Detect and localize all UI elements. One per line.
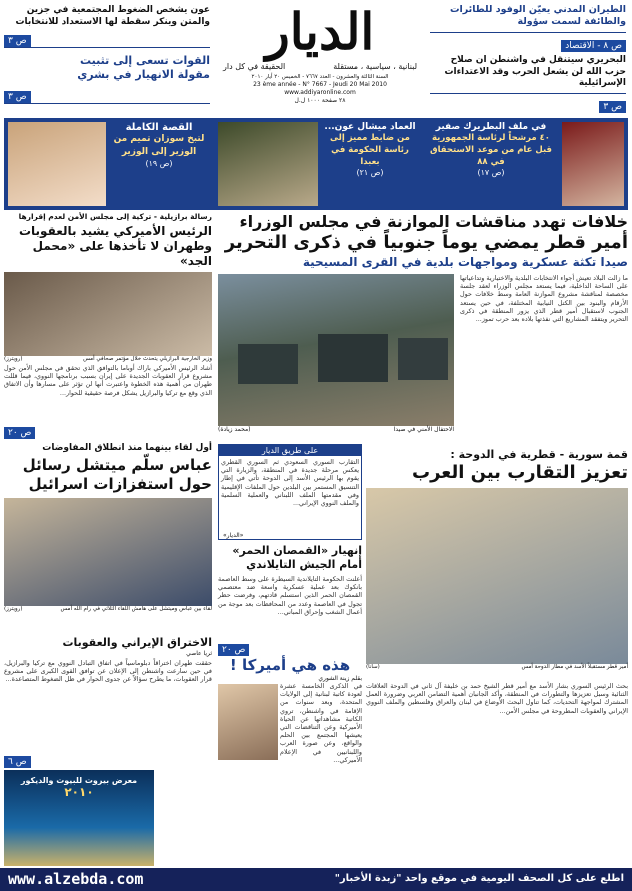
promo-aoun-page: (ص ٢١) — [356, 168, 384, 177]
top-left-block — [4, 4, 210, 108]
promo-aoun-body: من ضابط مميز إلى رئاسة الحكومة في بعبدا — [330, 133, 410, 167]
thai-headline[interactable]: إنهيار «القمصان الحمر» أمام الجيش التايلاندي — [232, 544, 362, 571]
masthead — [215, 0, 425, 118]
abbas-headline[interactable]: عباس سلّم ميتشل رسائل حول استفزازات اسرائيل — [22, 456, 212, 493]
iran-byline: ثريا عاصي — [186, 650, 212, 657]
thai-story — [218, 544, 362, 655]
abbas-story — [4, 442, 212, 632]
masthead-logo[interactable]: الديار — [265, 2, 375, 61]
lead-photo-credit: (محمد زيادة) — [218, 426, 251, 433]
lead-story — [218, 212, 628, 440]
lead-body: ما زالت البلاد تعيش أجواء الانتخابات البلدية والاختيارية وتداعياتها على الساحة الداخلية، فيما يستعد مجلس الوزراء لعقد جلسة مخصصة لمناقشة مشروع الموازنة العامة وسط خلافات حول الأرقام والبنود بين الكتل النيابية المختلفة، في حين يستعد الجنوب لاستقبال أمير قطر الذي يزور المنطقة في ذكرى التحرير ويتفقد المشاريع التي نفذتها بلاده بعد حرب تموز... — [460, 274, 628, 324]
masthead-subtitle: لبنانية ، سياسية ، مستقلة — [333, 62, 417, 71]
iran-page-tag[interactable]: ص ٦ — [4, 756, 31, 768]
footer-tagline: اطلع على كل الصحف اليومية في موقع واحد "زبدة الأخبار" — [334, 873, 624, 884]
website[interactable]: www.addiyaronline.com — [284, 89, 356, 96]
syria-photo-caption: أمير قطر مستقبلاً الأسد في مطار الدوحة أمس — [521, 664, 628, 670]
top-left-headline1b[interactable]: والمتن وينكر سقطة لها الاستعداد للانتخابات — [15, 17, 210, 27]
america-body: في الذكرى الخامسة عشرة لعودة كاتبة لبنانية إلى الولايات المتحدة، وبعد سنوات من الإقامة في واشنطن، تروي الكاتبة مشاهداتها عن الحياة الأميركية وعن التناقضات التي يعيشها المجتمع بين الحلم والواقع، وعن صورة العرب واللبنانيين في الإعلام الأميركي... — [280, 682, 362, 764]
top-right-headline1[interactable]: الطيران المدني يعيّن الوفود للطائرات — [449, 4, 626, 15]
top-left-headline2b[interactable]: مقولة الانهيار في بشري — [77, 68, 210, 81]
editorial-title[interactable]: على طريق الديار — [219, 445, 361, 456]
top-right-headline2[interactable]: البحريري سيتنقل في واشنطن ان صلاح حزب الله لن يشعل الحرب وقد الاعتداءات الإسرائيلية — [444, 55, 626, 88]
promo-aoun-photo — [218, 122, 318, 206]
left-body: أشاد الرئيس الأميركي باراك أوباما بالتوافق الذي تحقق في مجلس الأمن حول مشروع قرار العقوبات الجديدة على إيران بسبب برنامجها النووي، فيما قللت طهران من أهمية هذه الخطوة واعتبرت أنها لن تؤثر على مسارها وأن الاتفاق الذي وقع مع تركيا والبرازيل يشكل فرصة حقيقية للحوار... — [4, 364, 212, 397]
promo-suzanne-photo — [8, 122, 106, 206]
masthead-tagline: الحقيقة في كل دار — [223, 62, 286, 71]
footer-bar[interactable] — [0, 868, 632, 891]
left-story — [4, 212, 212, 438]
footer-url[interactable]: www.alzebda.com — [8, 870, 144, 888]
left-page-tag[interactable]: ص ٢٠ — [4, 427, 35, 439]
editorial-body: التقارب السوري السعودي ثم السوري القطري يعكس مرحلة جديدة في المنطقة، والزيارة التي يقوم بها الرئيس الأسد إلى الدوحة تأتي في إطار التنسيق المستمر بين البلدين حول الملفات الإقليمية وفي مقدمتها الملف اللبناني والعملية السلمية والملف النووي الإيراني... — [221, 458, 359, 508]
lead-photo[interactable] — [218, 274, 454, 426]
top-right-page-tag[interactable]: ص ٣ — [599, 101, 626, 113]
america-story — [218, 656, 362, 842]
ad-title: معرض بيروت للبيوت والديكور — [20, 776, 138, 785]
lead-headline2[interactable]: أمير قطر يمضي يوماً جنوبياً في ذكرى التحرير — [224, 232, 628, 253]
left-photo-credit: (رويترز) — [4, 356, 23, 362]
promo-suzanne-body: لتبخ سوزان تميم من الوزير إلى الوزير — [113, 134, 205, 157]
lead-headline3[interactable]: صيدا تكثة عسكرية ومواجهات بلدية في القرى المسيحية — [302, 255, 628, 269]
abbas-photo-caption: لقاء بين عباس وميتشل على هامش اللقاء الثلاثي في رام الله أمس — [60, 606, 212, 612]
editorial-signature: «الديار» — [223, 532, 244, 539]
syria-qatar-story — [366, 448, 628, 678]
abbas-photo-credit: (رويترز) — [4, 606, 23, 612]
america-headline[interactable]: هذه هي أميركا ! — [229, 656, 351, 674]
promo-bishop-photo — [562, 122, 624, 206]
abbas-photo[interactable] — [4, 498, 212, 606]
left-photo-caption: وزير الخارجية البرازيلي يتحدث خلال مؤتمر صحافي أمس — [83, 356, 212, 362]
promo-suzanne[interactable] — [8, 122, 208, 206]
ad-year: ٢٠١٠ — [64, 785, 94, 799]
left-photo[interactable] — [4, 272, 212, 356]
promo-suzanne-page: (ص ١٩) — [145, 159, 173, 168]
promo-bishop[interactable] — [424, 122, 624, 206]
syria-kicker[interactable]: قمة سورية - قطرية في الدوحة : — [450, 448, 628, 461]
promo-suzanne-title: القصة الكاملة — [125, 122, 193, 133]
editorial-box — [218, 444, 362, 540]
top-left-tag1[interactable]: ص ٣ — [4, 35, 31, 47]
lead-photo-caption: الاحتفال الأمني في صيدا — [393, 426, 454, 433]
economy-tag[interactable]: ص ٨ - الاقتصاد — [561, 40, 626, 52]
issue-arabic: السنة الثالثة والعشرون - العدد ٧٦٦٧ - الخميس ٢٠ أيار ٢٠١٠ — [251, 74, 389, 80]
iran-body: حققت طهران اختراقاً دبلوماسياً في اتفاق التبادل النووي مع تركيا والبرازيل، في حين سارعت واشنطن إلى الإعلان عن توافق القوى الكبرى على مشروع قرار العقوبات، ما يطرح سؤالاً عن جدوى الحوار في ظل الضغوط المتصاعدة... — [4, 659, 212, 684]
top-left-headline2[interactable]: القوات تسعى إلى تثبيت — [80, 54, 210, 67]
thai-body: أعلنت الحكومة التايلاندية السيطرة على وسط العاصمة بانكوك بعد عملية عسكرية واسعة ضد معتصمي القمصان الحمر الذين استسلم قادتهم، وفرضت حظر تجول في العاصمة وعدد من المحافظات بعد موجة من أعمال الشغب وإحراق المباني... — [218, 575, 362, 616]
abbas-kicker[interactable]: أول لقاء بينهما منذ انطلاق المفاوضات — [42, 443, 212, 453]
promo-aoun-title: العماد ميشال عون... — [324, 122, 416, 132]
left-headline[interactable]: الرئيس الأميركي يشيد بالعقوبات وطهران لا تأخذها على «محمل الجد» — [18, 224, 212, 268]
ad-banner[interactable] — [4, 770, 154, 866]
top-left-headline1[interactable]: عون يشخص الضغوط المجتمعية في جزين — [26, 5, 210, 15]
top-left-tag2[interactable]: ص ٣ — [4, 91, 31, 103]
thai-page-tag[interactable]: ص ٢٠ — [218, 644, 249, 656]
promo-bishop-title: في ملف البطريرك صفير — [435, 122, 547, 132]
left-kicker[interactable]: رسالة برازيلية - تركية إلى مجلس الأمن لعدم إقرارها — [18, 212, 212, 221]
syria-body: بحث الرئيس السوري بشار الأسد مع أمير قطر الشيخ حمد بن خليفة آل ثاني في الدوحة العلاقات الثنائية وسبل تعزيزها والتطورات في المنطقة، وأكد الجانبان أهمية التضامن العربي وضرورة العمل المشترك لمواجهة التحديات، كما تناول البحث الأوضاع في لبنان والعراق وفلسطين والملف النووي الإيراني والعقوبات المطروحة في مجلس الأمن... — [366, 682, 628, 715]
syria-photo[interactable] — [366, 488, 628, 664]
promo-bishop-page: (ص ١٧) — [477, 168, 505, 177]
promo-bar — [4, 118, 628, 210]
promo-aoun[interactable] — [218, 122, 418, 206]
promo-bishop-body: ٤٠ مرشحاً لرئاسة الجمهورية قبل عام من موعد الاستحقاق في ٨٨ — [429, 133, 552, 167]
syria-photo-credit: (سانا) — [366, 664, 380, 670]
price: ٢٨ صفحة ١٠٠٠ ل.ل — [294, 97, 346, 104]
top-right-headline1b[interactable]: والطائفة لسمت سؤولة — [517, 16, 626, 27]
top-right-block — [430, 4, 626, 112]
america-photo[interactable] — [218, 684, 278, 760]
iran-headline[interactable]: الاختراق الإيراني والعقوبات — [62, 636, 212, 649]
iran-story — [4, 636, 212, 766]
issue-line: 23 ème année - N° 7667 - Jeudi 20 Mai 2010 — [253, 81, 387, 88]
lead-headline1[interactable]: خلافات تهدد مناقشات الموازنة في مجلس الوزراء — [239, 212, 628, 231]
america-byline: بقلم زينة الشوري — [318, 675, 362, 682]
syria-headline[interactable]: تعزيز التقارب بين العرب — [412, 462, 628, 483]
